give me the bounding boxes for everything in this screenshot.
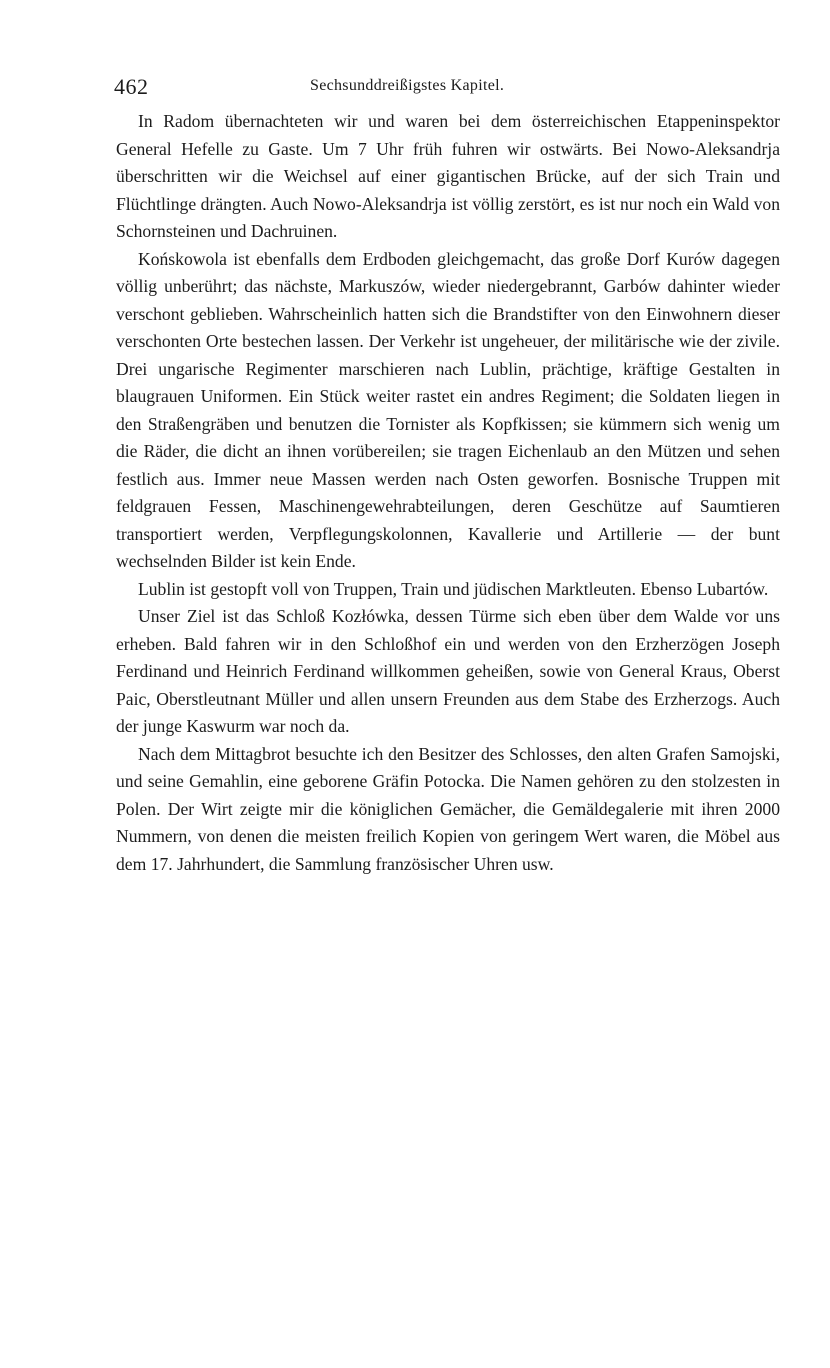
paragraph-1: In Radom übernachteten wir und waren bei dem österreichischen Etappeninspektor General Hefelle zu Gaste. Um 7 Uhr früh fuhren wir ostwärts. Bei Nowo-Aleksandrja überschritten wir die Weichsel auf einer gigantischen Brücke, auf der sich Train und Flüchtlinge drängten. Auch Nowo-Aleksandrja ist völlig zerstört, es ist nur noch ein Wald von Schornsteinen und Dachruinen.	[116, 111, 780, 241]
paragraph-5: Nach dem Mittagbrot besuchte ich den Besitzer des Schlosses, den alten Grafen Samojski, und seine Gemahlin, eine geborene Gräfin Potocka. Die Namen gehören zu den stolzesten in Polen. Der Wirt zeigte mir die königlichen Gemächer, die Gemäldegalerie mit ihren 2000 Nummern, von denen die meisten freilich Kopien von geringem Wert waren, die Möbel aus dem 17. Jahrhundert, die Sammlung französischer Uhren usw.	[116, 743, 780, 874]
running-head: Sechsunddreißigstes Kapitel.	[310, 77, 505, 94]
paragraph-4: Unser Ziel ist das Schloß Kozłówka, dessen Türme sich eben über dem Walde vor uns erheben. Bald fahren wir in den Schloßhof ein und werden von den Erzherzögen Joseph Ferdinand und Heinrich Ferdinand willkommen geheißen, sowie von General Kraus, Oberst Paic, Oberstleutnant Müller und allen unsern Freunden aus dem Stabe des Erzherzogs. Auch der junge Kaswurm war noch da.	[116, 606, 780, 736]
page-number: 462	[114, 74, 149, 99]
page-header	[114, 74, 780, 102]
paragraph-3: Lublin ist gestopft voll von Truppen, Train und jüdischen Marktleuten. Ebenso Lubartów.	[138, 578, 769, 599]
body-text	[116, 108, 780, 878]
paragraph-2: Końskowola ist ebenfalls dem Erdboden gleichgemacht, das große Dorf Kurów dagegen völlig unberührt; das nächste, Markuszów, wieder niedergebrannt, Garbów dahinter wieder verschont geblieben. Wahrscheinlich hatten sich die Brandstifter von den Einwohnern dieser verschonten Orte bestechen lassen. Der Verkehr ist ungeheuer, der militärische wie der zivile. Drei ungarische Regimenter marschieren nach Lublin, prächtige, kräftige Gestalten in blaugrauen Uniformen. Ein Stück weiter rastet ein andres Regiment; die Soldaten liegen in den Straßengräben und benutzen die Tornister als Kopfkissen; sie kümmern sich wenig um die Räder, die dicht an ihnen vorübereilen; sie tragen Eichenlaub an den Mützen und sehen festlich aus. Immer neue Massen werden nach Osten geworfen. Bosnische Truppen mit feldgrauen Fessen, Maschinengewehrabteilungen, deren Geschütze auf Saumtieren transportiert werden, Verpflegungskolonnen, Kavallerie und Artillerie — der bunt wechselnden Bilder ist kein Ende.	[116, 248, 780, 571]
